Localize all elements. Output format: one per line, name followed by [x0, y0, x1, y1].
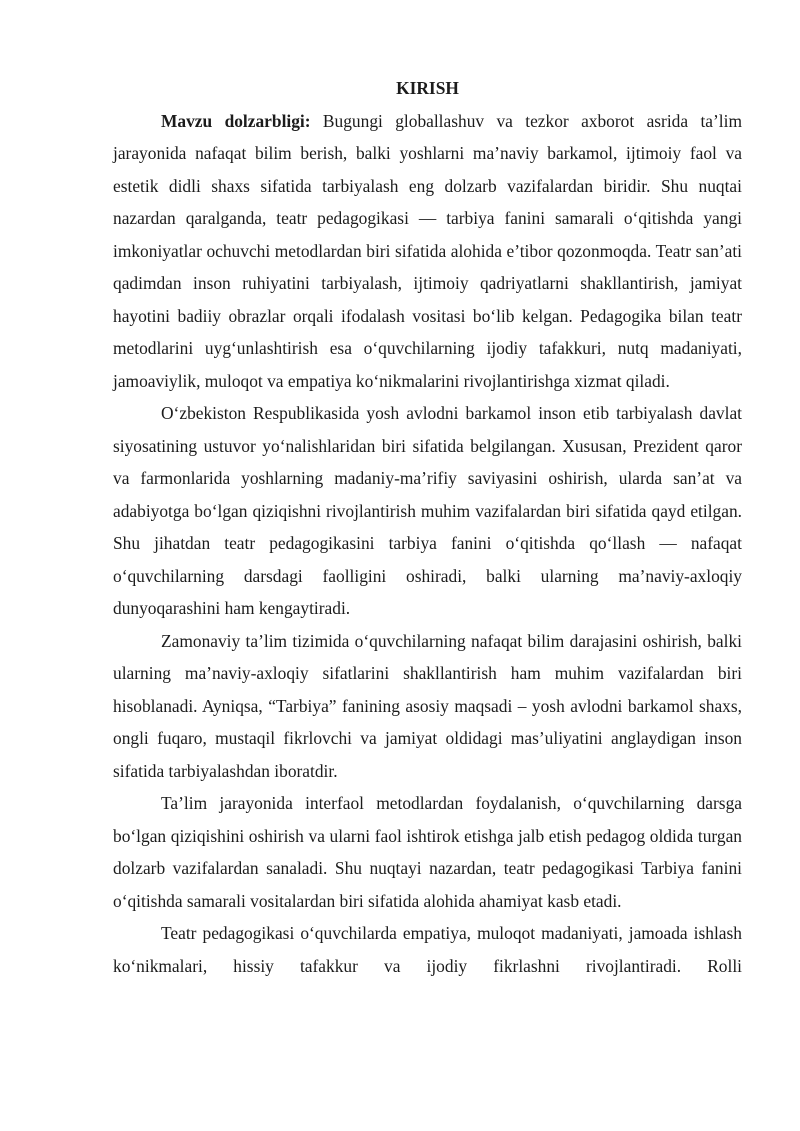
paragraph-modern-education: Zamonaviy ta’lim tizimida o‘quvchilarning nafaqat bilim darajasini oshirish, balki ularning ma’naviy-axloqiy sifatlarini shakllantirish ham muhim vazifalardan biri hisoblanadi. Ayniqsa, “Tarbiya” fanining asosiy maqsadi – yosh avlodni barkamol shaxs, ongli fuqaro, mustaqil fikrlovchi va jamiyat oldidagi mas’uliyatini anglaydigan inson sifatida tarbiyalashdan iboratdir. [113, 630, 742, 781]
paragraph-text: Bugungi globallashuv va tezkor axborot asrida ta’lim jarayonida nafaqat bilim berish, balki yoshlarni ma’naviy barkamol, ijtimoiy faol va estetik didli shaxs sifatida tarbiyalash eng dolzarb vazifalardan biridir. Shu nuqtai nazardan qaralganda, teatr pedagogikasi — tarbiya fanini samarali o‘qitishda yangi imkoniyatlar ochuvchi metodlardan biri sifatida alohida e’tibor qozonmoqda. Teatr san’ati qadimdan inson ruhiyatini tarbiyalash, ijtimoiy qadriyatlarni shakllantirish, jamiyat hayotini badiiy obrazlar orqali ifodalash vositasi bo‘lib kelgan. Pedagogika bilan teatr metodlarini uyg‘unlashtirish esa o‘quvchilarning ijodiy tafakkuri, nutq madaniyati, jamoaviylik, muloqot va empatiya ko‘nikmalarini rivojlantirishga xizmat qiladi. [113, 110, 742, 391]
paragraph-relevance [113, 105, 742, 398]
paragraph-lead: Mavzu dolzarbligi: [161, 110, 311, 131]
page-title: KIRISH [396, 78, 459, 98]
document-body [113, 72, 742, 982]
paragraph-uzbekistan-policy: O‘zbekiston Respublikasida yosh avlodni barkamol inson etib tarbiyalash davlat siyosatining ustuvor yo‘nalishlaridan biri sifatida belgilangan. Xususan, Prezident qaror va farmonlarida yoshlarning madaniy-ma’rifiy saviyasini oshirish, ularda san’at va adabiyotga bo‘lgan qiziqishni rivojlantirish muhim vazifalardan biri sifatida qayd etilgan. Shu jihatdan teatr pedagogikasini tarbiya fanini o‘qitishda qo‘llash — nafaqat o‘quvchilarning darsdagi faolligini oshiradi, balki ularning ma’naviy-axloqiy dunyoqarashini ham kengaytiradi. [113, 403, 742, 618]
paragraph-interactive-methods: Ta’lim jarayonida interfaol metodlardan foydalanish, o‘quvchilarning darsga bo‘lgan qiziqishini oshirish va ularni faol ishtirok etishga jalb etish pedagog oldida turgan dolzarb vazifalardan sanaladi. Shu nuqtayi nazardan, teatr pedagogikasi Tarbiya fanini o‘qitishda samarali vositalardan biri sifatida alohida ahamiyat kasb etadi. [113, 793, 742, 911]
paragraph-theatre-pedagogy: Teatr pedagogikasi o‘quvchilarda empatiya, muloqot madaniyati, jamoada ishlash ko‘nikmalari, hissiy tafakkur va ijodiy fikrlashni rivojlantiradi. Rolli [113, 923, 742, 976]
